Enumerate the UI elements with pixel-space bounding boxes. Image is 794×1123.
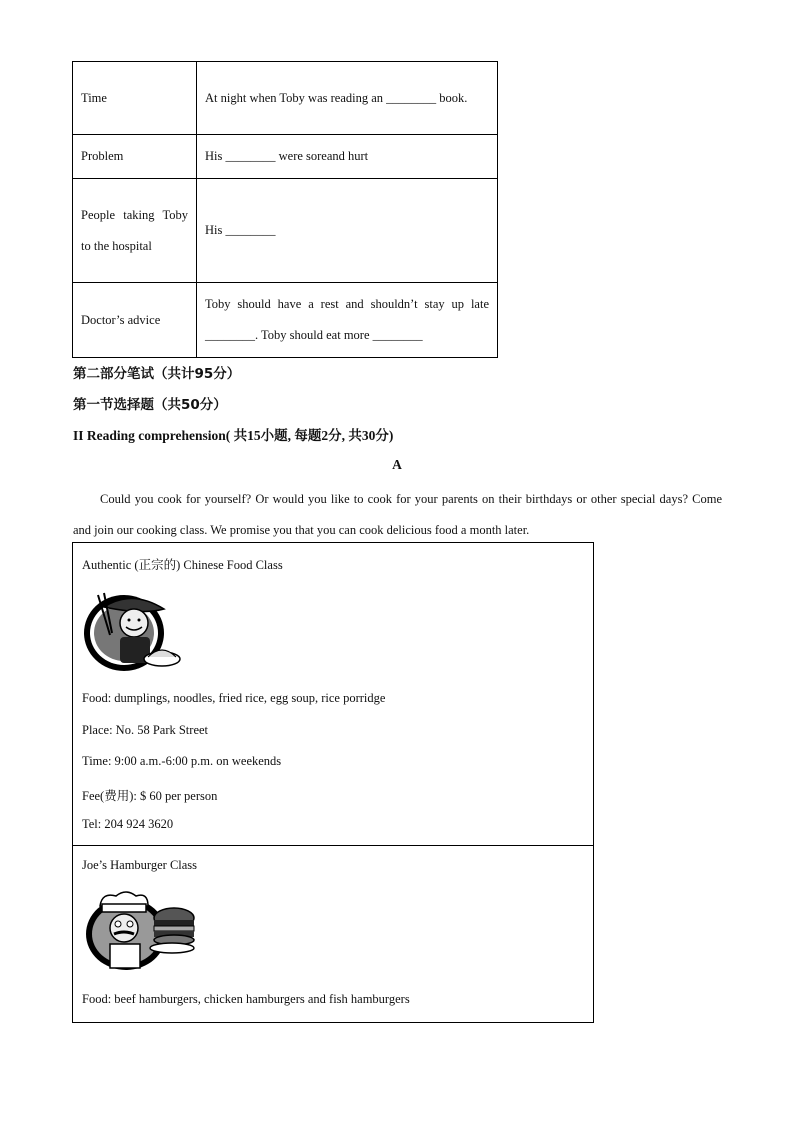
table-row: [73, 62, 498, 135]
chinese-class-box: [72, 542, 594, 846]
row-content: His ________ were soreand hurt: [197, 135, 498, 179]
part-heading: 第二部分笔试（共计95分）: [73, 366, 241, 382]
class-place: Place: No. 58 Park Street: [82, 723, 209, 737]
info-table: [72, 61, 498, 358]
row-content: At night when Toby was reading an ________ book.: [197, 62, 498, 135]
class-tel: Tel: 204 924 3620: [82, 817, 174, 831]
row-label: Problem: [73, 135, 197, 179]
row-label: Time: [73, 62, 197, 135]
reading-heading: II Reading comprehension( 共15小题, 每题2分, 共30分): [73, 428, 394, 443]
intro-paragraph: Could you cook for yourself? Or would you like to cook for your parents on their birthdays or other special days? Come and join our cooking class. We promise you that you can cook delicious food a month later.: [73, 492, 722, 537]
passage-letter: A: [392, 457, 402, 472]
section-heading: 第一节选择题（共50分）: [73, 397, 227, 413]
class-fee: Fee(费用): $ 60 per person: [82, 789, 218, 803]
class-time: Time: 9:00 a.m.-6:00 p.m. on weekends: [82, 754, 282, 768]
table-row: [73, 179, 498, 283]
hamburger-class-box: [72, 845, 594, 1023]
class-title: Authentic (正宗的) Chinese Food Class: [82, 558, 283, 572]
chinese-chef-icon: [82, 587, 182, 675]
row-label: People taking Toby to the hospital: [73, 179, 197, 283]
hamburger-chef-icon: [82, 890, 198, 974]
row-content: His ________: [197, 179, 498, 283]
class-title: Joe’s Hamburger Class: [82, 858, 198, 872]
row-label: Doctor’s advice: [73, 283, 197, 358]
row-content: Toby should have a rest and shouldn’t stay up late ________. Toby should eat more ________: [197, 283, 498, 358]
class-food: Food: beef hamburgers, chicken hamburgers and fish hamburgers: [82, 992, 410, 1006]
table-row: [73, 283, 498, 358]
class-food: Food: dumplings, noodles, fried rice, egg soup, rice porridge: [82, 691, 386, 705]
table-row: [73, 135, 498, 179]
